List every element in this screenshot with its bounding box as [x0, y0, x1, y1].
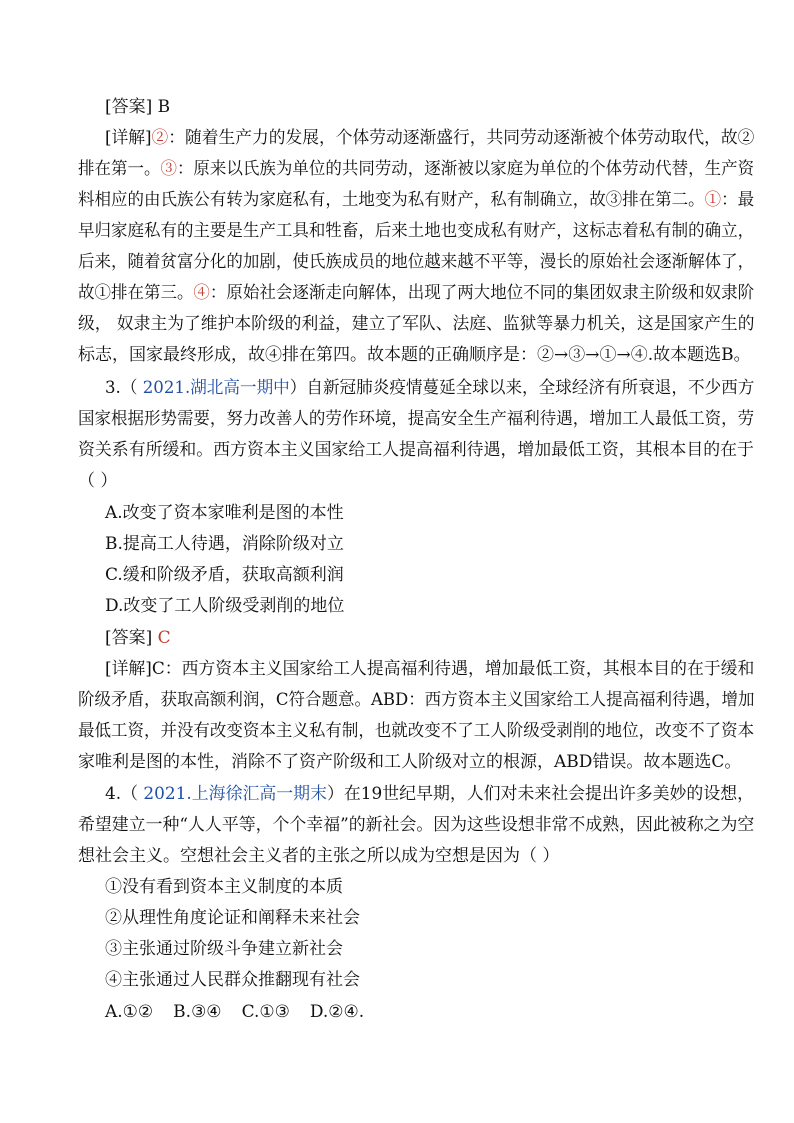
question-number: 4.（	[105, 784, 139, 804]
marker: ①	[704, 190, 722, 210]
q2-detail-line-5	[78, 251, 754, 273]
detail-text: 早归家庭私有的主要是生产工具和牲畜，后来土地也变成私有财产，这标志着私有制的确立，	[78, 221, 755, 241]
option-text: C.缓和阶级矛盾，获取高额利润	[105, 565, 344, 585]
q2-detail-line-1	[105, 127, 754, 149]
detail-label: [详解]	[105, 128, 152, 148]
question-stem: 国家根据形势需要，努力改善人的劳作环境，提高安全生产福利待遇，增加工人最低工资，劳	[78, 409, 755, 429]
detail-text: 家唯利是图的本性，消除不了资产阶级和工人阶级对立的根源，ABD错误。故本题选C。	[78, 752, 742, 772]
q2-detail-line-7	[78, 313, 754, 335]
question-stem: 希望建立一种“人人平等，个个幸福”的新社会。因为这些设想非常不成熟，因此被称之为空	[78, 815, 755, 835]
q3-option-b	[105, 533, 344, 555]
q3-detail-line-1	[105, 658, 754, 680]
q3-stem-line-1	[105, 377, 754, 399]
q3-answer	[105, 627, 171, 649]
question-stem: （ ）	[78, 471, 118, 491]
detail-text: 最低工资，并没有改变资本主义私有制，也就改变不了工人阶级受剥削的地位，改变不了资本	[78, 721, 755, 741]
question-source: 2021.湖北高一期中	[142, 378, 290, 398]
q2-detail-line-2	[78, 158, 754, 180]
q4-choices	[105, 1001, 364, 1023]
detail-text: ：随着生产力的发展，个体劳动逐渐盛行，共同劳动逐渐被个体劳动取代，故②	[168, 128, 755, 148]
detail-label: [详解]	[105, 659, 152, 679]
detail-text: 后来，随着贫富分化的加剧，使氏族成员的地位越来越不平等，漫长的原始社会逐渐解体了，	[78, 252, 755, 272]
detail-text: 级， 奴隶主为了维护本阶级的利益，建立了军队、法庭、监狱等暴力机关，这是国家产生的	[78, 314, 755, 334]
option-text: B.提高工人待遇，消除阶级对立	[105, 534, 344, 554]
detail-text: ：最	[721, 190, 755, 210]
q2-detail-line-8	[78, 344, 751, 366]
marker: ③	[160, 159, 177, 179]
statement-text: ③主张通过阶级斗争建立新社会	[105, 939, 343, 959]
q4-stem-line-3	[78, 845, 559, 867]
option-text: A.改变了资本家唯利是图的本性	[105, 503, 344, 523]
answer-label: [答案]	[105, 628, 153, 648]
q2-detail-line-3	[78, 189, 754, 211]
detail-text: ：原来以氏族为单位的共同劳动，逐渐被以家庭为单位的个体劳动代替，生产资	[176, 159, 755, 179]
q3-detail-line-4	[78, 751, 741, 773]
q3-detail-line-2	[78, 689, 754, 711]
question-stem: ）自新冠肺炎疫情蔓延全球以来，全球经济有所衰退，不少西方	[289, 378, 755, 398]
q3-stem-line-4	[78, 470, 117, 492]
choice-c: C.①③	[241, 1002, 290, 1022]
choice-d: D.②④.	[309, 1002, 365, 1022]
q3-stem-line-2	[78, 408, 754, 430]
q4-item-4	[105, 969, 360, 991]
q2-answer	[105, 96, 170, 118]
q2-detail-line-6	[78, 282, 754, 304]
q4-stem-line-1	[105, 783, 754, 805]
statement-text: ④主张通过人民群众推翻现有社会	[105, 970, 360, 990]
q4-item-1	[105, 876, 343, 898]
q3-stem-line-3	[78, 439, 754, 461]
choice-b: B.③④	[173, 1002, 222, 1022]
choice-a: A.①②	[105, 1002, 154, 1022]
statement-text: ②从理性角度论证和阐释未来社会	[105, 908, 360, 928]
question-stem: 资关系有所缓和。西方资本主义国家给工人提高福利待遇，增加最低工资，其根本目的在于	[78, 440, 754, 460]
option-text: D.改变了工人阶级受剥削的地位	[105, 596, 345, 616]
detail-text: C：西方资本主义国家给工人提高福利待遇，增加最低工资，其根本目的在于缓和	[151, 659, 755, 679]
detail-text: 阶级矛盾，获取高额利润，C符合题意。ABD：西方资本主义国家给工人提高福利待遇，增加	[78, 690, 755, 710]
detail-text: 料相应的由氏族公有转为家庭私有，土地变为私有财产，私有制确立，故③排在第二。	[78, 190, 705, 210]
question-number: 3.（	[105, 378, 138, 398]
marker: ②	[151, 128, 169, 148]
question-stem: ）在19世纪早期，人们对未来社会提出许多美妙的设想，	[326, 784, 755, 804]
detail-text: 排在第一。	[78, 159, 161, 179]
question-stem: 想社会主义。空想社会主义者的主张之所以成为空想是因为（ ）	[78, 846, 560, 866]
question-source: 2021.上海徐汇高一期末	[143, 784, 327, 804]
q3-option-d	[105, 595, 344, 617]
marker: ④	[193, 283, 210, 303]
q3-detail-line-3	[78, 720, 754, 742]
answer-value: B	[157, 97, 171, 117]
q4-item-2	[105, 907, 360, 929]
q4-stem-line-2	[78, 814, 754, 836]
answer-label: [答案]	[105, 97, 153, 117]
detail-text: 故①排在第三。	[78, 283, 194, 303]
answer-value: C	[157, 628, 171, 648]
q3-option-c	[105, 564, 344, 586]
statement-text: ①没有看到资本主义制度的本质	[105, 877, 343, 897]
detail-text: 标志，国家最终形成，故④排在第四。故本题的正确顺序是：②→③→①→④.故本题选B。	[78, 345, 751, 365]
q4-item-3	[105, 938, 343, 960]
q2-detail-line-4	[78, 220, 754, 242]
detail-text: ：原始社会逐渐走向解体，出现了两大地位不同的集团奴隶主阶级和奴隶阶	[209, 283, 755, 303]
q3-option-a	[105, 502, 344, 524]
